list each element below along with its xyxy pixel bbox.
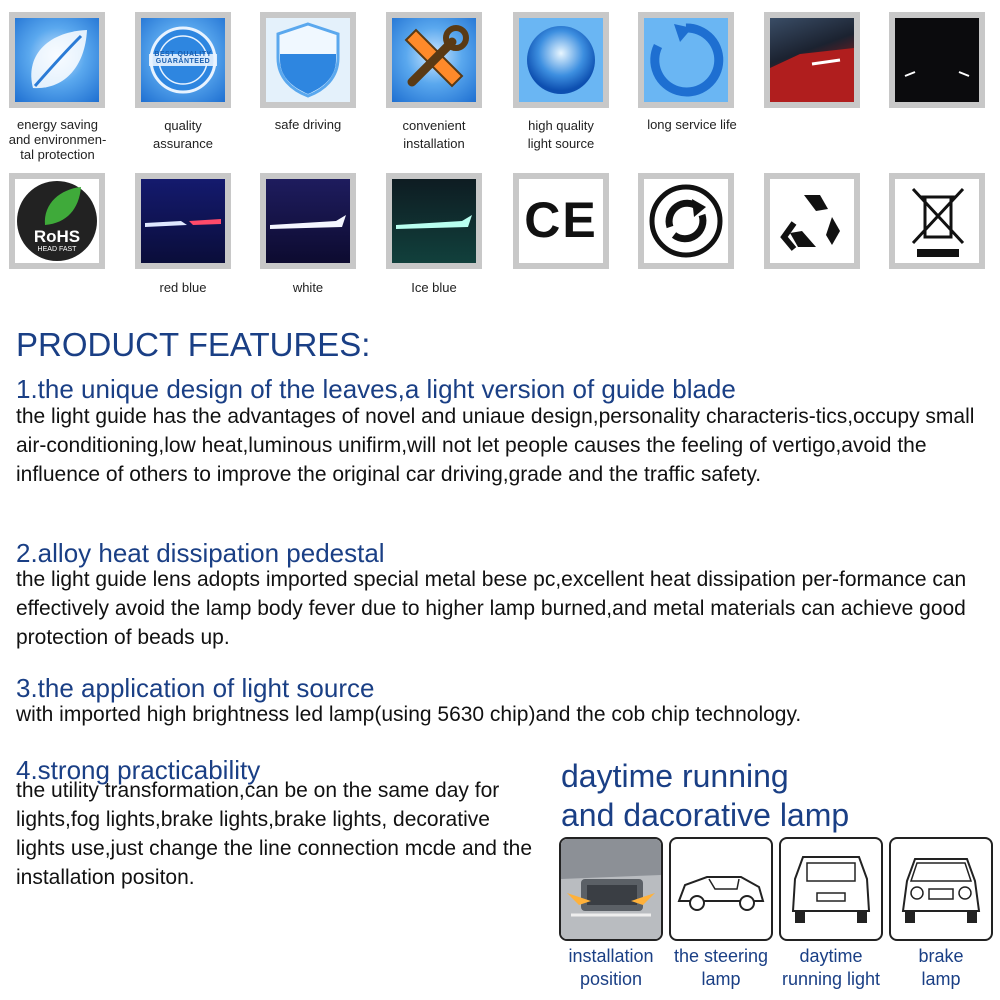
feature-2-title: 2.alloy heat dissipation pedestal [16,538,385,568]
car-night-photo-tile [889,12,985,108]
led-strip-red-blue [141,179,225,263]
recycle-tile [764,173,860,269]
energy-saving-tile [9,12,105,108]
car-front-photo-tile [764,12,860,108]
caption-service-life: long service life [647,117,737,132]
feature-3-body: with imported high brightness led lamp(using 5630 chip)and the cob chip technology. [16,703,802,726]
caption-energy-saving: energy saving and environmen- tal protection [8,117,107,162]
applications-title-line1: daytime running [561,758,789,794]
quality-seal-text: BEST QUALITY GUARANTEED [154,51,212,65]
caption-red-blue: red blue [159,280,207,295]
caption-daytime-running-light: daytime running light [781,946,881,989]
quality-tile [135,12,231,108]
caption-white: white [292,280,324,295]
caption-light-source: high quality light source [527,118,595,151]
feature-4-title: 4.strong practicability [16,755,261,785]
applications-title-line2: and dacorative lamp [561,797,850,833]
light-orb-icon [519,18,603,102]
ce-mark-text: CE [524,192,598,248]
white-tile [260,173,356,269]
service-life-tile [638,12,734,108]
shield-icon [266,18,350,102]
caption-installation: convenient installation [402,118,466,151]
weee-tile [889,173,985,269]
installation-tile [386,12,482,108]
caption-ice-blue: Ice blue [411,280,457,295]
caption-safe-driving: safe driving [274,117,342,132]
rohs-tile [9,173,105,269]
led-strip-ice-blue [392,179,476,263]
ice-blue-tile [386,173,482,269]
feature-1-title: 1.the unique design of the leaves,a light version of guide blade [16,374,736,404]
features-heading: PRODUCT FEATURES: [16,326,371,363]
rohs-icon [15,179,99,263]
installation-photo [559,837,663,941]
refresh-arrow-icon [644,18,728,102]
feature-3-title: 3.the application of light source [16,673,375,703]
red-blue-tile [135,173,231,269]
caption-brake-lamp: brake lamp [918,946,964,989]
feature-4-body: the utility transformation,can be on the same day for lights,fog lights,brake lights,brake lights, decorative lights use,just change the line connection mcde and the installation positon. [16,779,533,889]
rohs-badge-sub: HEAD FAST [37,246,77,253]
caption-steering-lamp: the steering lamp [673,946,769,989]
ce-mark-icon [519,179,603,263]
car-rear-icon [779,837,883,941]
car-front-icon [889,837,993,941]
led-strip-white [266,179,350,263]
rohs-badge-text: RoHS [33,227,81,246]
feature-1-body: the light guide has the advantages of novel and uniaue design,personality characteris-tics,occupy small air-conditioning,low heat,luminous unifirm,will not let people causes the feeling of vertigo,avoid the influence of others to improve the original car driving,grade and the traffic safety. [16,405,975,486]
leaf-icon [15,18,99,102]
green-dot-tile [638,173,734,269]
tools-icon [392,18,476,102]
car-side-icon [669,837,773,941]
weee-bin-icon [895,179,979,263]
feature-2-body: the light guide lens adopts imported special metal bese pc,excellent heat dissipation per-formance can effectively avoid the lamp body fever due to higher lamp burned,and metal materials can achieve good protection of beads up. [16,568,967,649]
recycle-icon [770,179,854,263]
car-front-photo [770,18,854,102]
quality-seal-icon [141,18,225,102]
car-night-photo [895,18,979,102]
caption-installation-position: installation position [568,946,654,989]
light-source-tile [513,12,609,108]
green-dot-icon [644,179,728,263]
caption-quality: quality assurance [153,118,213,151]
ce-tile [513,173,609,269]
safe-driving-tile [260,12,356,108]
